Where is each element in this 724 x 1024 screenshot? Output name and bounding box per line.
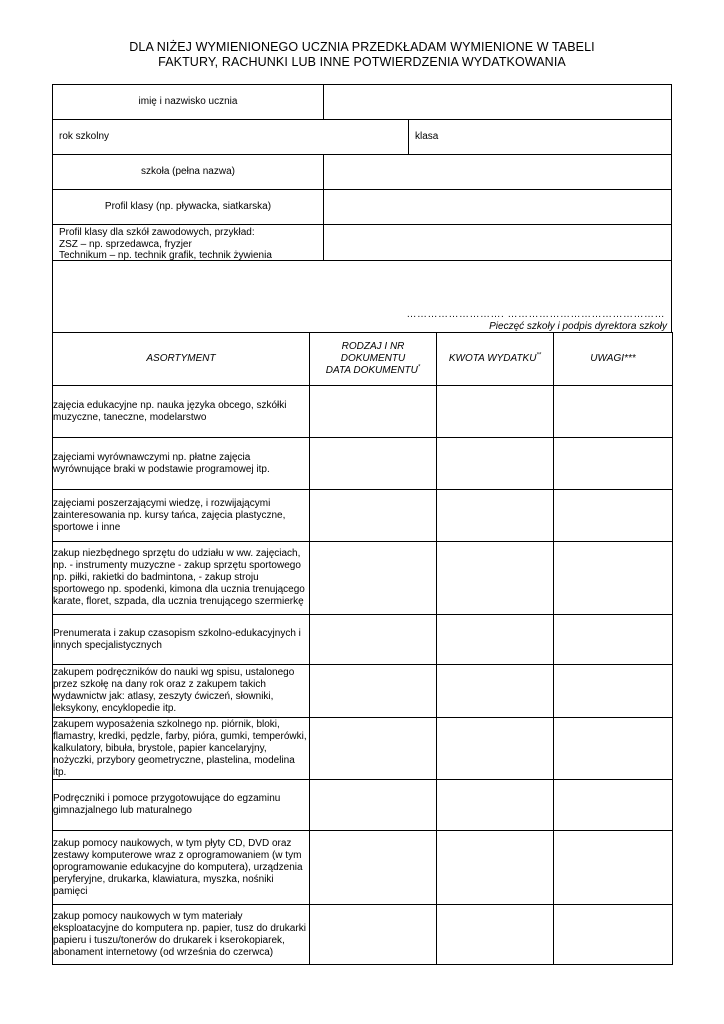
vocational-profile-field[interactable]	[324, 225, 671, 260]
signature-dots: ………………………. ………………………………………	[406, 309, 665, 320]
row-9-amount-cell[interactable]	[437, 831, 554, 905]
header-document-date: DATA DOKUMENTU	[325, 365, 418, 376]
header-amount-label: KWOTA WYDATKU	[448, 353, 537, 364]
row-5-document-cell[interactable]	[310, 615, 437, 665]
row-3-notes-cell[interactable]	[554, 490, 673, 542]
header-document-line-2: DOKUMENTU	[340, 353, 406, 364]
row-1-document-cell[interactable]	[310, 386, 437, 438]
row-4-document-cell[interactable]	[310, 542, 437, 615]
vocational-line-3: Technikum – np. technik grafik, technik żywienia	[59, 250, 272, 261]
row-9-notes-cell[interactable]	[554, 831, 673, 905]
table-row	[53, 780, 673, 831]
row-8-notes-cell[interactable]	[554, 780, 673, 831]
row-1-notes-cell[interactable]	[554, 386, 673, 438]
row-5-notes-cell[interactable]	[554, 615, 673, 665]
student-name-field[interactable]	[324, 85, 671, 119]
row-8-amount-cell[interactable]	[437, 780, 554, 831]
form-frame	[52, 84, 672, 965]
footnote-mark-2: **	[536, 352, 542, 359]
row-2-assortment: zajęciami wyrównawczymi np. płatne zajęcia wyrównujące braki w podstawie programowej itp.	[53, 438, 310, 490]
row-6-notes-cell[interactable]	[554, 665, 673, 718]
row-10-notes-cell[interactable]	[554, 905, 673, 965]
row-8-assortment: Podręczniki i pomoce przygotowujące do egzaminu gimnazjalnego lub maturalnego	[53, 780, 310, 831]
row-4-assortment: zakup niezbędnego sprzętu do udziału w ww. zajęciach, np. - instrumenty muzyczne - zakup sprzętu sportowego np. piłki, rakietki do badmintona, - zakup stroju sportowego np. spodenki, kimona dla ucznia trenującego karate, floret, szpada, dla ucznia trenującego szermierkę	[53, 542, 310, 615]
table-row	[53, 386, 673, 438]
header-amount	[437, 333, 554, 386]
class-label: klasa	[415, 131, 439, 142]
school-name-row	[52, 155, 672, 190]
table-row	[53, 665, 673, 718]
row-10-document-cell[interactable]	[310, 905, 437, 965]
stamp-signature-label: Pieczęć szkoły i podpis dyrektora szkoły	[489, 321, 667, 332]
title-line-1: DLA NIŻEJ WYMIENIONEGO UCZNIA PRZEDKŁADAM WYMIENIONE W TABELI	[129, 40, 595, 54]
table-row	[53, 615, 673, 665]
vocational-line-2: ZSZ – np. sprzedawca, fryzjer	[59, 238, 192, 250]
school-name-field[interactable]	[324, 155, 671, 189]
table-row	[53, 905, 673, 965]
row-7-notes-cell[interactable]	[554, 718, 673, 780]
class-profile-label: Profil klasy (np. pływacka, siatkarska)	[104, 201, 272, 212]
row-2-amount-cell[interactable]	[437, 438, 554, 490]
expenses-table	[52, 332, 673, 965]
class-profile-row	[52, 190, 672, 225]
row-2-document-cell[interactable]	[310, 438, 437, 490]
row-7-document-cell[interactable]	[310, 718, 437, 780]
table-header-row	[53, 333, 673, 386]
stamp-row	[52, 261, 672, 333]
row-10-assortment: zakup pomocy naukowych w tym materiały eksploatacyjne do komputera np. papier, tusz do drukarki papieru i tuszu/tonerów do drukarek i kserokopiarek, abonament internetowy (od września do czerwca)	[53, 905, 310, 965]
row-4-amount-cell[interactable]	[437, 542, 554, 615]
row-10-amount-cell[interactable]	[437, 905, 554, 965]
student-name-row	[52, 84, 672, 120]
table-row	[53, 831, 673, 905]
row-6-amount-cell[interactable]	[437, 665, 554, 718]
row-6-assortment: zakupem podręczników do nauki wg spisu, ustalonego przez szkołę na dany rok oraz z zakupem takich wydawnictw jak: atlasy, zeszyty ćwiczeń, słowniki, leksykony, encyklopedie itp.	[53, 665, 310, 718]
school-year-row	[52, 120, 672, 155]
row-2-notes-cell[interactable]	[554, 438, 673, 490]
document-title	[0, 40, 724, 70]
row-4-notes-cell[interactable]	[554, 542, 673, 615]
row-3-assortment: zajęciami poszerzającymi wiedzę, i rozwijającymi zainteresowania np. kursy tańca, zajęcia plastyczne, sportowe i inne	[53, 490, 310, 542]
row-8-document-cell[interactable]	[310, 780, 437, 831]
school-year-label: rok szkolny	[59, 131, 110, 142]
row-9-assortment: zakup pomocy naukowych, w tym płyty CD, DVD oraz zestawy komputerowe wraz z oprogramowaniem (w tym oprogramowanie edukacyjne do komputera), urządzenia peryferyjne, drukarka, klawiatura, myszka, nośniki pamięci	[53, 831, 310, 905]
row-3-document-cell[interactable]	[310, 490, 437, 542]
student-name-label: imię i nazwisko ucznia	[138, 96, 238, 107]
table-row	[53, 438, 673, 490]
row-5-assortment: Prenumerata i zakup czasopism szkolno-edukacyjnych i innych specjalistycznych	[53, 615, 310, 665]
row-7-amount-cell[interactable]	[437, 718, 554, 780]
table-row	[53, 718, 673, 780]
school-name-label: szkoła (pełna nazwa)	[141, 166, 235, 177]
vocational-profile-row	[52, 225, 672, 261]
table-row	[53, 490, 673, 542]
class-profile-field[interactable]	[324, 190, 671, 224]
row-1-amount-cell[interactable]	[437, 386, 554, 438]
header-document-line-3	[310, 365, 436, 377]
header-document-line-1: RODZAJ I NR	[341, 341, 405, 352]
footnote-mark-1: *	[417, 364, 421, 371]
row-9-document-cell[interactable]	[310, 831, 437, 905]
title-line-2: FAKTURY, RACHUNKI LUB INNE POTWIERDZENIA WYDATKOWANIA	[158, 55, 566, 69]
header-notes: UWAGI***	[554, 333, 673, 386]
row-1-assortment: zajęcia edukacyjne np. nauka języka obcego, szkółki muzyczne, taneczne, modelarstwo	[53, 386, 310, 438]
table-row	[53, 542, 673, 615]
vocational-line-1: Profil klasy dla szkół zawodowych, przykład:	[59, 227, 255, 238]
row-7-assortment: zakupem wyposażenia szkolnego np. piórnik, bloki, flamastry, kredki, pędzle, farby, pióra, gumki, temperówki, kalkulatory, bibuła, brystole, papier kancelaryjny, nożyczki, przybory geometryczne, plastelina, modelina itp.	[53, 718, 310, 780]
header-assortment: ASORTYMENT	[53, 333, 310, 386]
row-3-amount-cell[interactable]	[437, 490, 554, 542]
header-document	[310, 333, 437, 386]
row-5-amount-cell[interactable]	[437, 615, 554, 665]
vocational-profile-label	[53, 225, 323, 260]
row-6-document-cell[interactable]	[310, 665, 437, 718]
